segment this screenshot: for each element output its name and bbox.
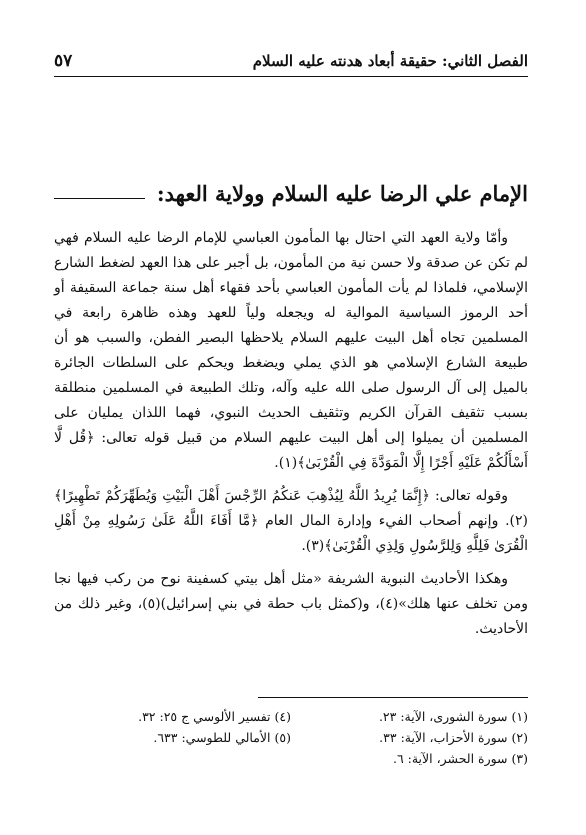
footnote: (٢) سورة الأحزاب، الآية: ٣٣. xyxy=(379,730,528,745)
running-title: الفصل الثاني: حقيقة أبعاد هدنته عليه السلام xyxy=(252,52,528,70)
footnotes-right-column xyxy=(291,706,528,769)
footnote: (٣) سورة الحشر، الآية: ٦. xyxy=(392,751,528,766)
paragraph: وقوله تعالى: ﴿إِنَّمَا يُرِيدُ اللَّهُ لِيُذْهِبَ عَنكُمُ الرِّجْسَ أَهْلَ الْبَيْتِ وَيُطَهِّرَكُمْ تَطْهِيرًا﴾(٢). وإنهم أصحاب الفيء وإدارة المال العام ﴿مَّا أَفَاءَ اللَّهُ عَلَىٰ رَسُولِهِ مِنْ أَهْلِ الْقُرَىٰ فَلِلَّهِ وَلِلرَّسُولِ وَلِذِي الْقُرْبَىٰ﴾(٣). xyxy=(54,488,528,554)
footnote-divider xyxy=(258,697,528,698)
paragraph: وهكذا الأحاديث النبوية الشريفة «مثل أهل بيتي كسفينة نوح من ركب فيها نجا ومن تخلف عنها هلك»(٤)، و(كمثل باب حطة في بني إسرائيل)(٥)، وغير ذلك من الأحاديث. xyxy=(54,571,528,637)
footnote: (١) سورة الشورى، الآية: ٢٣. xyxy=(378,709,528,724)
footnotes xyxy=(54,706,528,769)
page-header xyxy=(54,46,528,77)
paragraph: وأمّا ولاية العهد التي احتال بها المأمون العباسي للإمام الرضا عليه السلام فهي لم تكن عن صدقة ولا حسن نية من المأمون، بل أجبر على هذا العهد لضغط الشارع الإسلامي، فلماذا لم يأت المأمون العباسي بأحد فقهاء أهل سنة جماعة السقيفة أو أحد الرموز السياسية الموالية له ويجعله ولياً للعهد وهذه ظاهرة رابعة في المسلمين تجاه أهل البيت عليهم السلام يلاحظها البصير الفطن، والسبب هو أن طبيعة الشارع الإسلامي هو الذي يملي ويضغط ويحكم على السلطات الجائرة بالميل إلى آل الرسول صلى الله عليه وآله، وتلك الطبيعة في المسلمين منطلقة بسبب تثقيف القرآن الكريم وتثقيف الحديث النبوي، فهما اللذان يمليان على المسلمين أن يميلوا إلى أهل البيت عليهم السلام من قبيل قوله تعالى: ﴿قُل لَّا أَسْأَلُكُمْ عَلَيْهِ أَجْرًا إِلَّا الْمَوَدَّةَ فِي الْقُرْبَىٰ﴾(١). xyxy=(54,230,528,471)
section-title: الإمام علي الرضا عليه السلام وولاية العهد: xyxy=(156,180,528,206)
footnote: (٤) تفسير الألوسي ج ٢٥: ٣٢. xyxy=(138,709,291,724)
page-number: ٥٧ xyxy=(54,51,73,71)
body-text xyxy=(54,226,528,650)
section-heading xyxy=(54,176,528,210)
footnotes-left-column xyxy=(54,706,291,769)
heading-rule xyxy=(54,198,145,199)
footnote: (٥) الأمالي للطوسي: ٦٣٣. xyxy=(153,730,291,745)
